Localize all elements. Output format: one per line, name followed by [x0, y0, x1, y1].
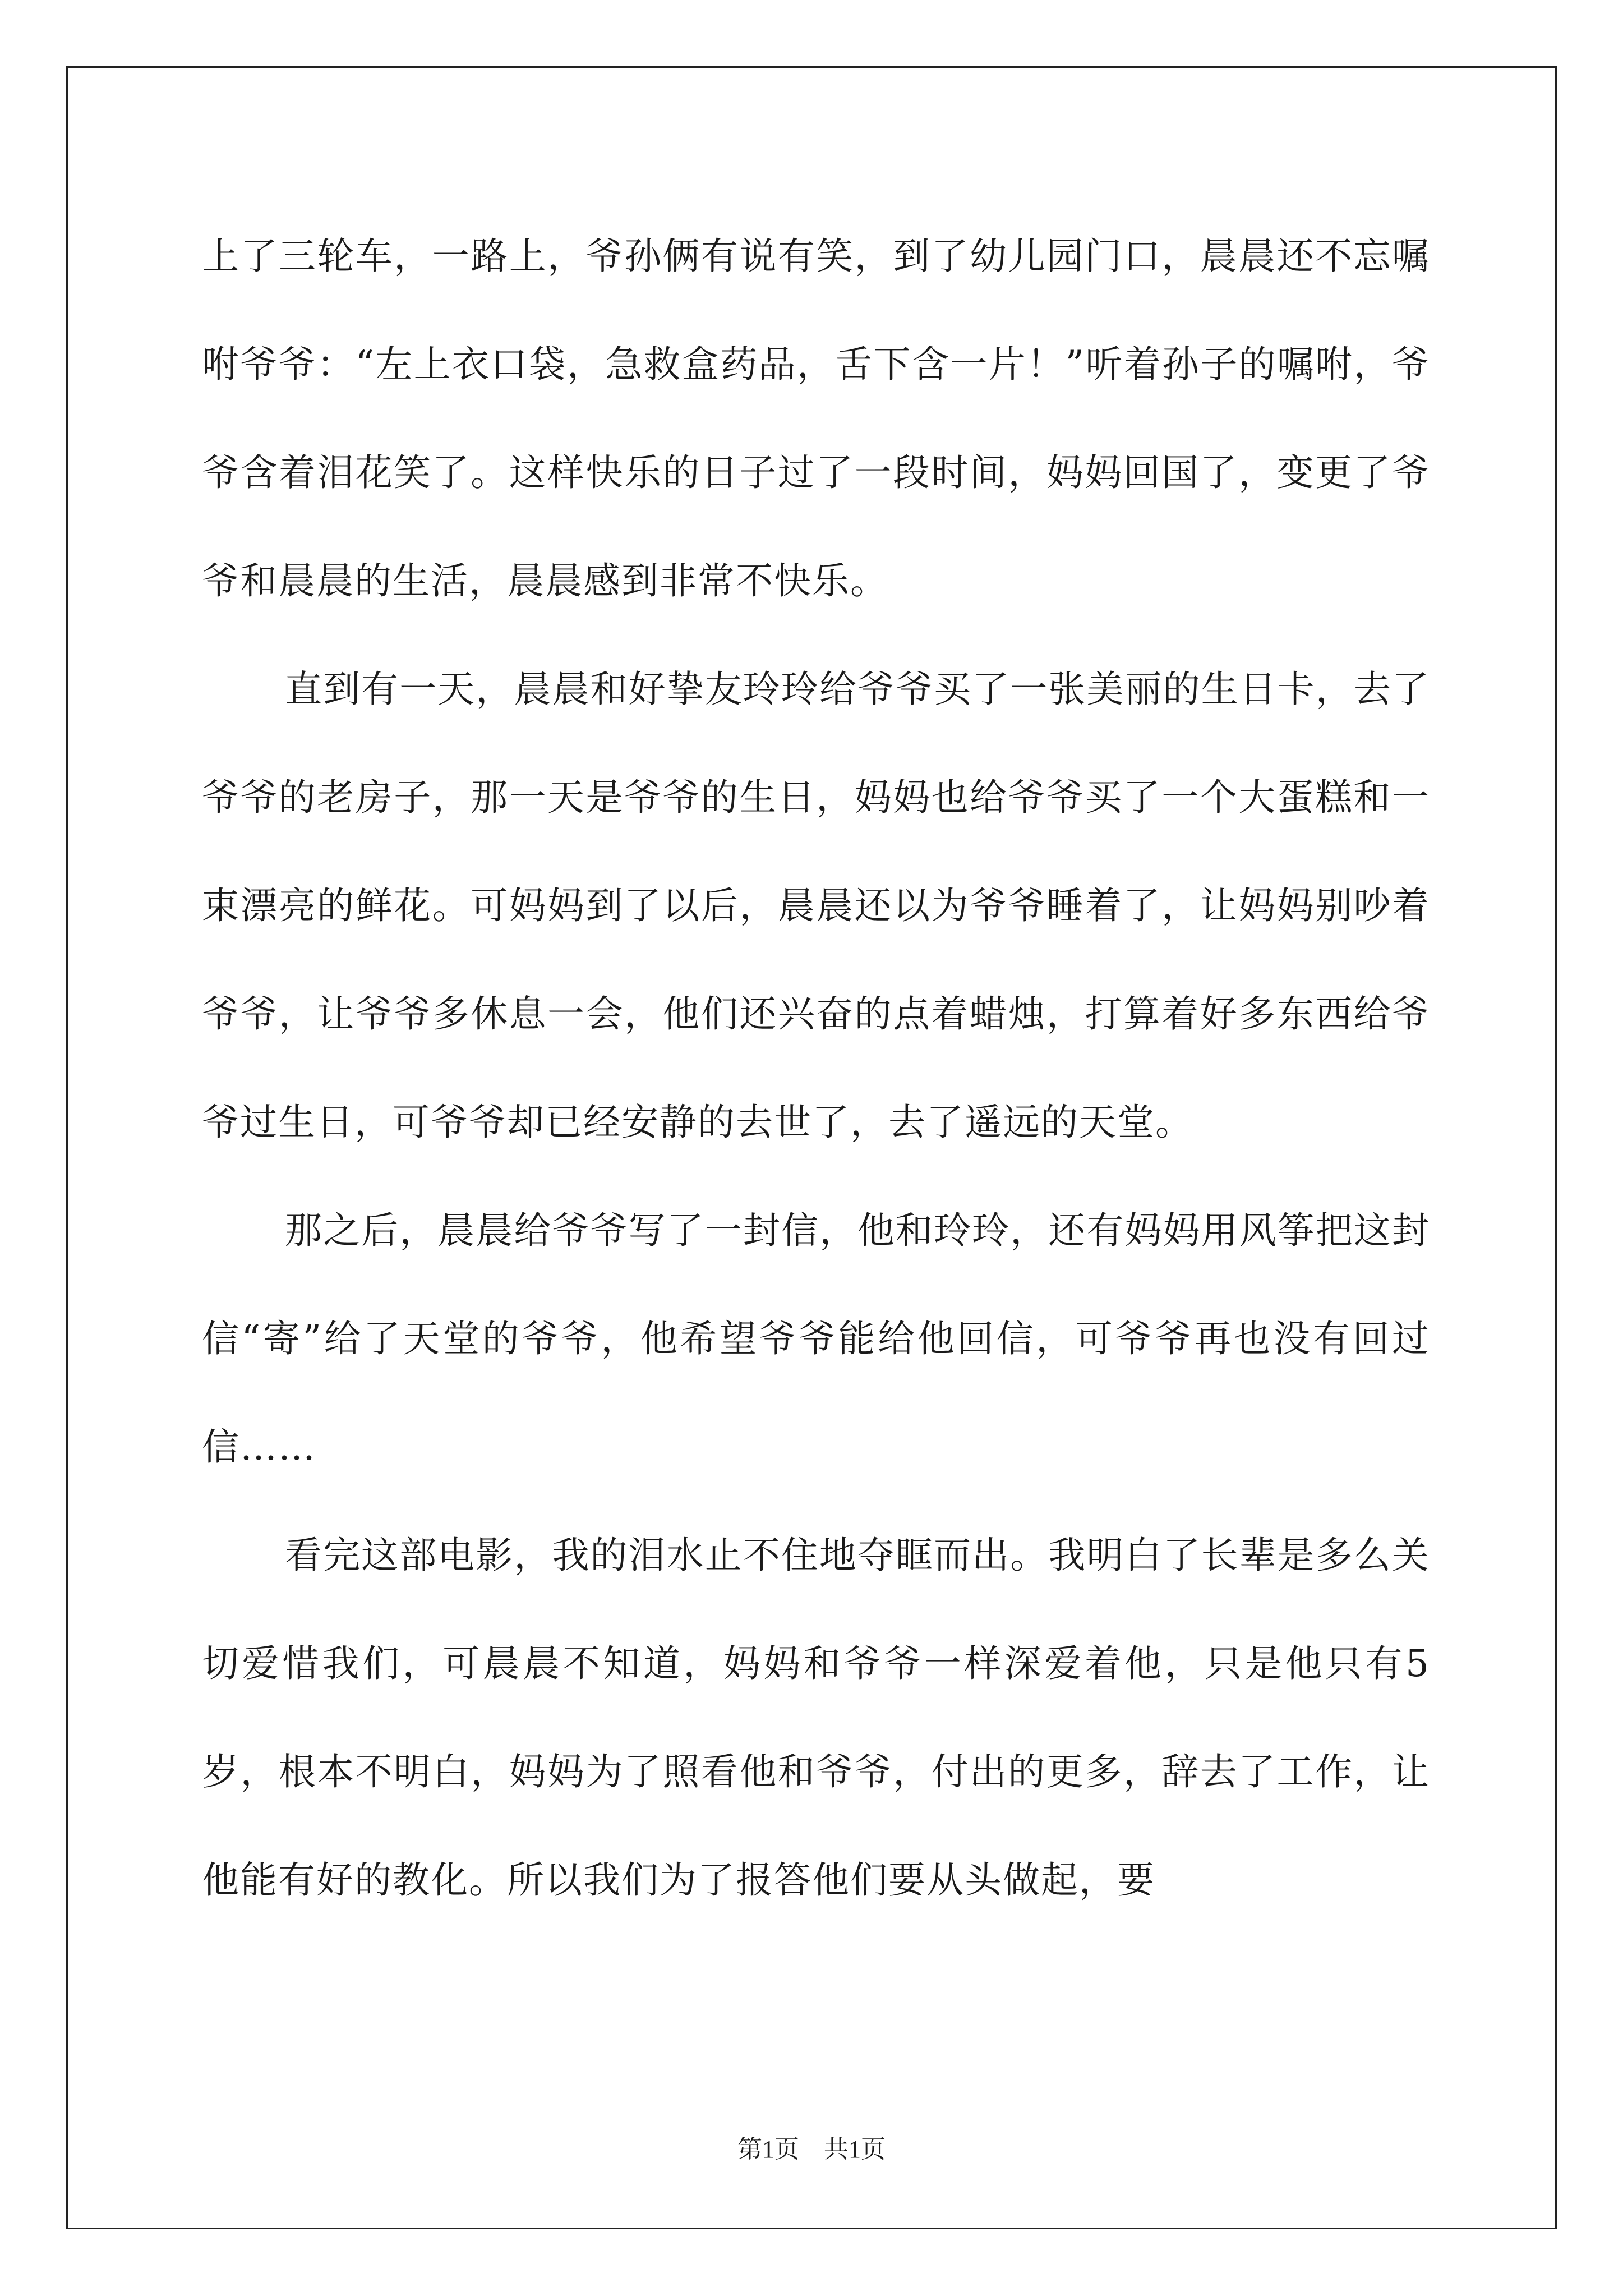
paragraph-reflection: 看完这部电影，我的泪水止不住地夺眶而出。我明白了长辈是多么关切爱惜我们，可晨晨不知道，妈妈和爷爷一样深爱着他，只是他只有5岁，根本不明白，妈妈为了照看他和爷爷，付出的更多，辞去了工作，让他能有好的教化。所以我们为了报答他们要从头做起，要 [202, 1534, 1430, 1902]
paragraph-continuation: 上了三轮车，一路上，爷孙俩有说有笑，到了幼儿园门口，晨晨还不忘嘱咐爷爷：“左上衣口袋，急救盒药品，舌下含一片！”听着孙子的嘱咐，爷爷含着泪花笑了。这样快乐的日子过了一段时间，妈妈回国了，变更了爷爷和晨晨的生活，晨晨感到非常不快乐。 [202, 234, 1430, 602]
paragraph-birthday: 直到有一天，晨晨和好挚友玲玲给爷爷买了一张美丽的生日卡，去了爷爷的老房子，那一天是爷爷的生日，妈妈也给爷爷买了一个大蛋糕和一束漂亮的鲜花。可妈妈到了以后，晨晨还以为爷爷睡着了，让妈妈别吵着爷爷，让爷爷多休息一会，他们还兴奋的点着蜡烛，打算着好多东西给爷爷过生日，可爷爷却已经安静的去世了，去了遥远的天堂。 [202, 668, 1430, 1144]
page-number-footer: 第1页 共1页 [737, 2136, 886, 2163]
document-body [202, 202, 1430, 1934]
paragraph-letter: 那之后，晨晨给爷爷写了一封信，他和玲玲，还有妈妈用风筝把这封信“寄”给了天堂的爷爷，他希望爷爷能给他回信，可爷爷再也没有回过信…… [202, 1209, 1430, 1469]
